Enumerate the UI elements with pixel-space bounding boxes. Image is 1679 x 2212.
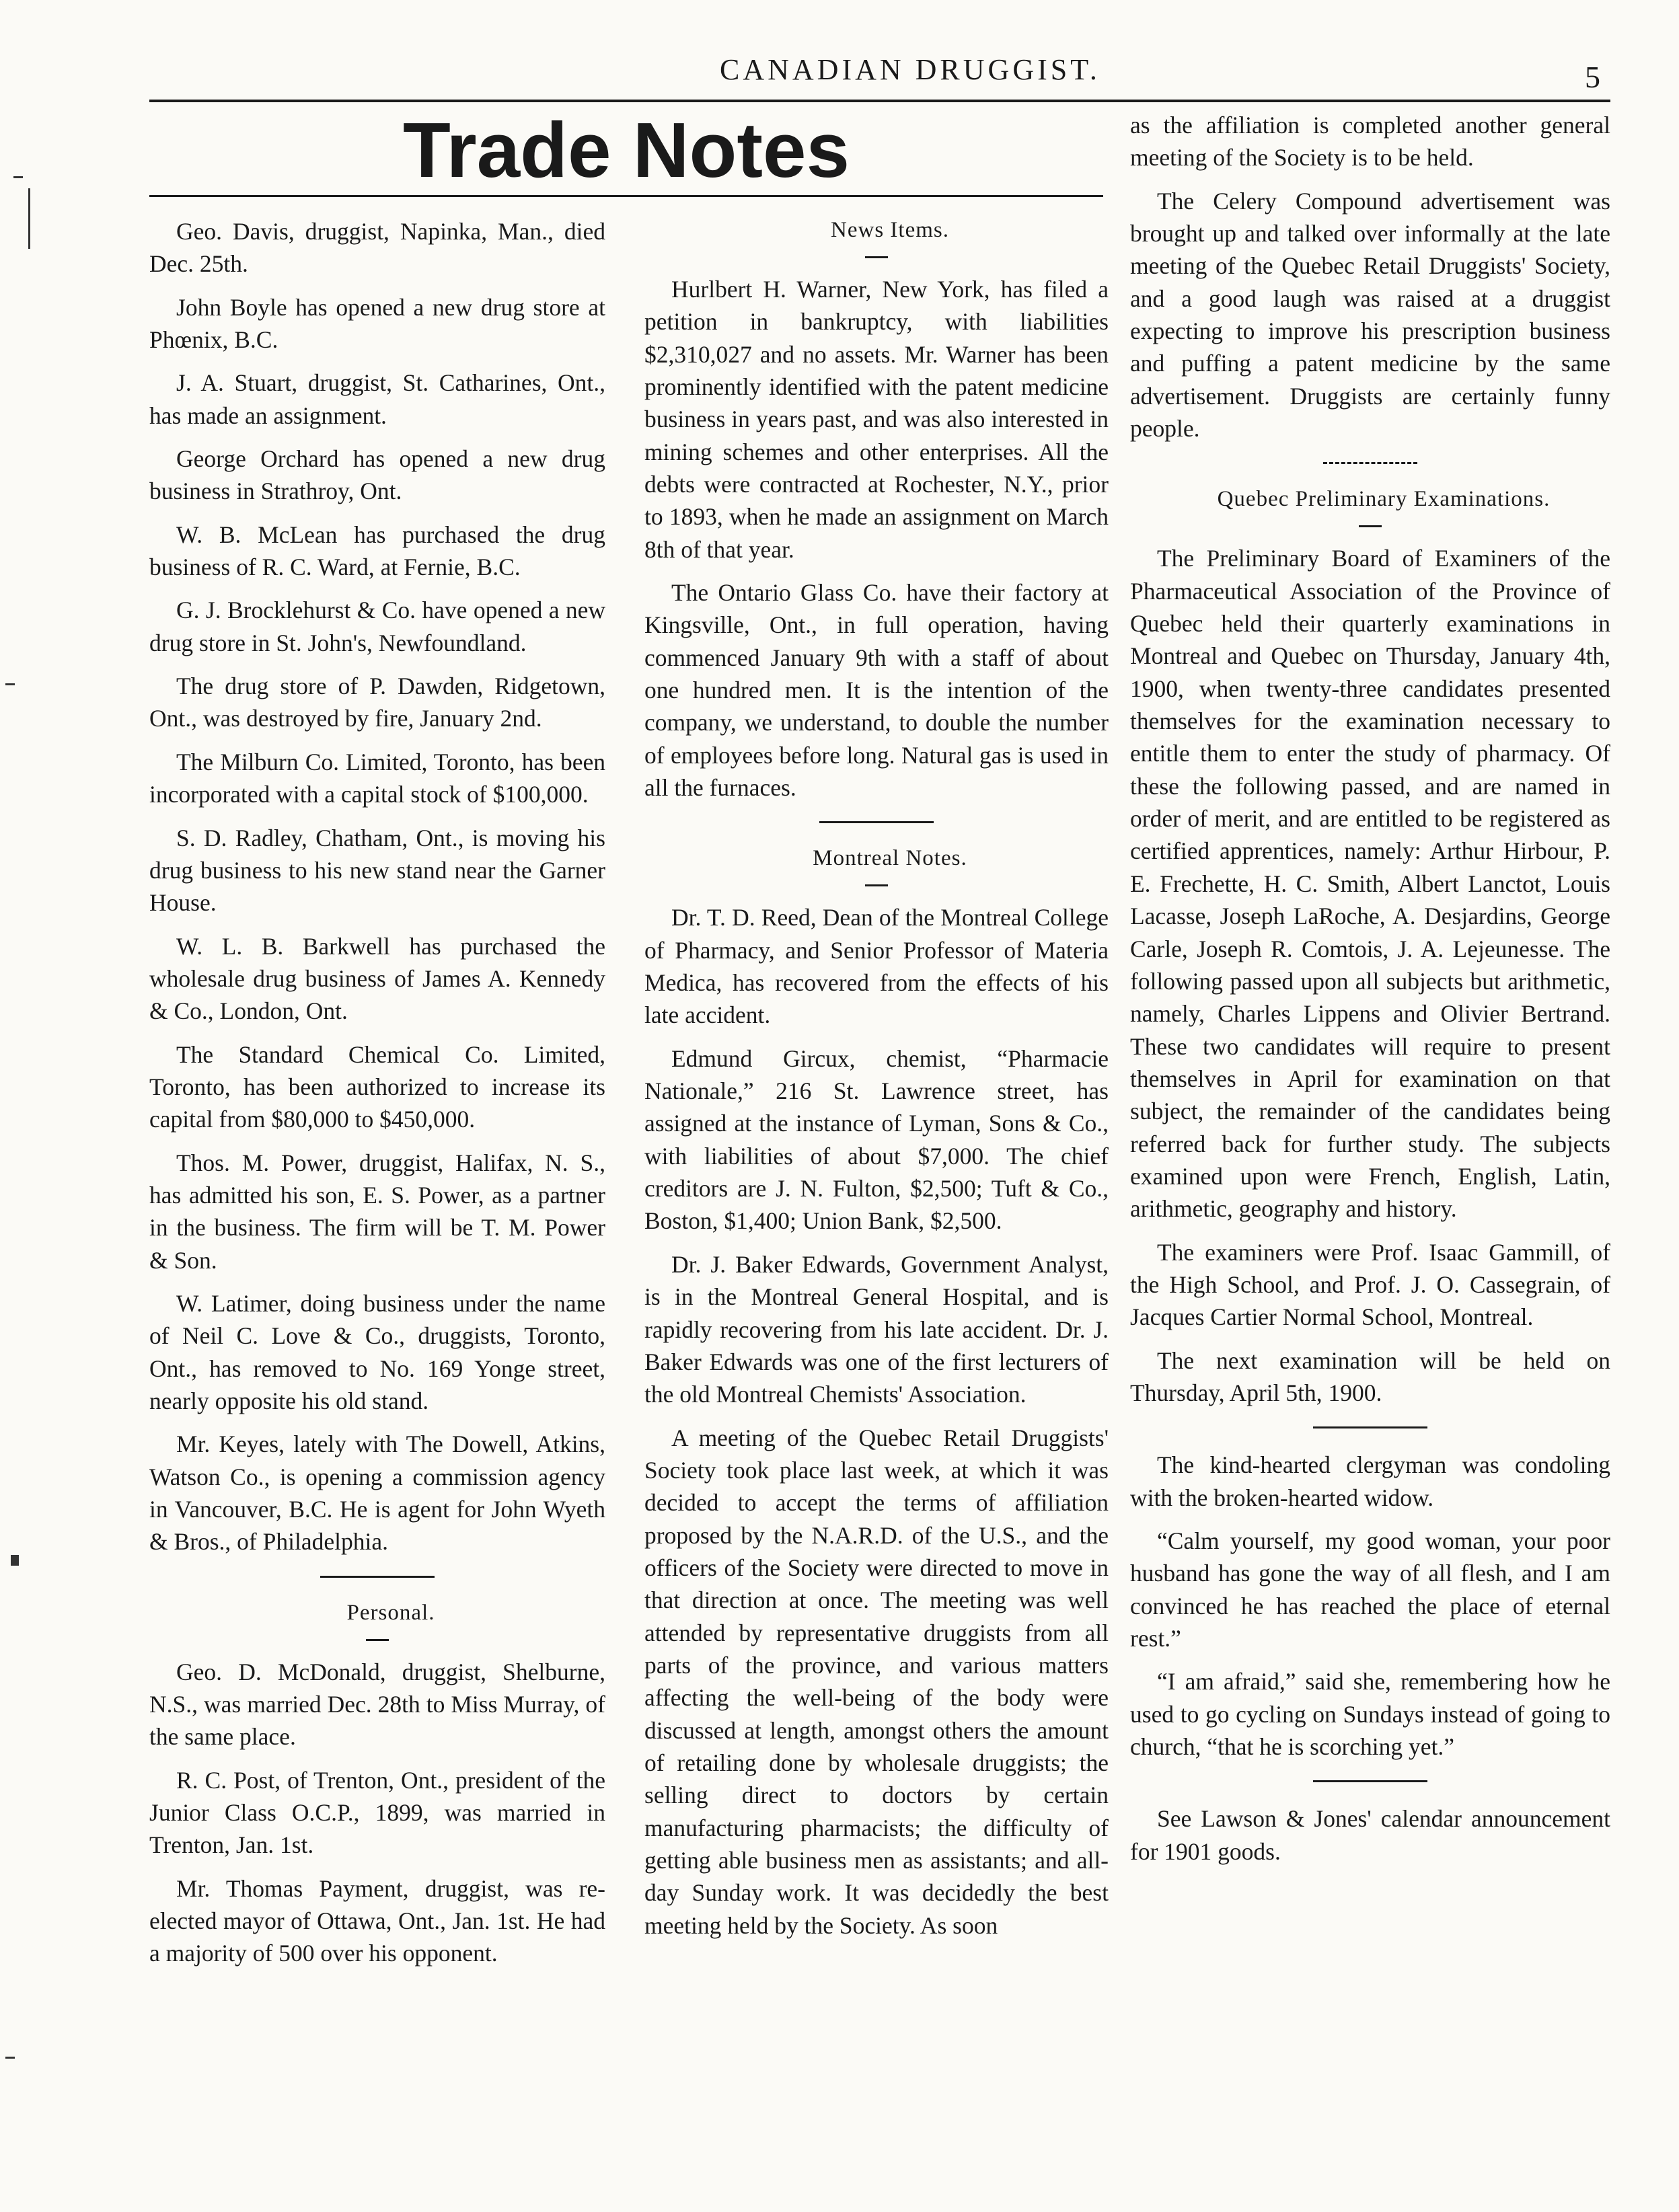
heading-rule bbox=[865, 256, 888, 258]
trade-note: Mr. Keyes, lately with The Dowell, Atkins, Watson Co., is opening a commission agency in Vancouver, B.C. He is agent for John Wyeth & Bros., of Philadelphia. bbox=[149, 1431, 605, 1556]
anecdote-paragraph: “Calm yourself, my good woman, your poor husband has gone the way of all flesh, and I am convinced he has reached the place of eternal rest.” bbox=[1130, 1527, 1610, 1652]
quebec-heading: Quebec Preliminary Examinations. bbox=[1217, 487, 1551, 512]
scan-mark bbox=[5, 2057, 15, 2059]
heading-rule bbox=[366, 1639, 389, 1641]
trade-note: S. D. Radley, Chatham, Ont., is moving his drug business to his new stand near the Garner House. bbox=[149, 824, 605, 917]
trade-note: G. J. Brocklehurst & Co. have opened a new drug store in St. John's, Newfoundland. bbox=[149, 597, 605, 656]
news-item: The Ontario Glass Co. have their factory at Kingsville, Ont., in full operation, having commenced January 9th with a staff of about one hundred men. It is the intention of the company, we understand, to double the number of employees before long. Natural gas is used in all the furnaces. bbox=[644, 579, 1109, 802]
scan-mark bbox=[13, 176, 23, 178]
montreal-note: Edmund Gircux, chemist, “Pharmacie Nationale,” 216 St. Lawrence street, has assigned at the instance of Lyman, Sons & Co., with liabilities of about $7,000. The chief creditors are J. N. Fulton, $2,500; Tuft & Co., Boston, $1,400; Union Bank, $2,500. bbox=[644, 1044, 1109, 1235]
section-divider bbox=[1323, 462, 1417, 464]
column-b bbox=[644, 215, 1109, 1952]
personal-note: Mr. Thomas Payment, druggist, was re-elected mayor of Ottawa, Ont., Jan. 1st. He had a majority of 500 over his opponent. bbox=[149, 1874, 605, 1967]
personal-heading: Personal. bbox=[346, 1600, 435, 1625]
section-divider bbox=[1313, 1426, 1427, 1428]
exam-paragraph: The Preliminary Board of Examiners of the Pharmaceutical Association of the Province of Quebec held their quarterly examinations in Montreal and Quebec on Thursday, January 4th, 1900, when twenty-three candidates presented themselves for the examination necessary to entitle them to enter the study of pharmacy. Of these the following passed, and are named in order of merit, and are entitled to be registered as certified apprentices, namely: Arthur Hirbour, P. E. Frechette, H. C. Smith, Albert Lanctot, Louis Lacasse, Joseph LaRoche, A. Desjardins, George Carle, Joseph R. Comtois, J. A. Lejeunesse. The following passed upon all subjects but arithmetic, namely, Charles Lippens and Olivier Bertrand. These two candidates will require to present themselves in April for examination on that subject, the remainder of the candidates being referred back for further study. The subjects examined upon were French, English, Latin, arithmetic, geography and history. bbox=[1130, 545, 1610, 1223]
section-divider bbox=[819, 821, 934, 823]
top-rule bbox=[149, 100, 1610, 102]
trade-note: W. B. McLean has purchased the drug business of R. C. Ward, at Fernie, B.C. bbox=[149, 521, 605, 581]
trade-note: The drug store of P. Dawden, Ridgetown, Ont., was destroyed by fire, January 2nd. bbox=[149, 673, 605, 732]
heading-rule bbox=[1359, 525, 1382, 527]
column-a bbox=[149, 215, 605, 1981]
montreal-heading: Montreal Notes. bbox=[813, 846, 967, 871]
page-number: 5 bbox=[1585, 60, 1600, 94]
scan-mark bbox=[28, 188, 30, 249]
scan-mark bbox=[5, 683, 15, 685]
montreal-note: A meeting of the Quebec Retail Druggists' Society took place last week, at which it was decided to accept the terms of affiliation proposed by the N.A.R.D. of the U.S., and the officers of the Society were directed to move in that direction at once. The meeting was well attended by representative druggists from all parts of the province, and various matters affecting the well-being of the body were discussed at length, amongst others the amount of retailing done by wholesale druggists; the selling direct to doctors by certain manufacturing pharmacists; the difficulty of getting able business men as assistants; and all-day Sunday work. It was decidedly the best meeting held by the Society. As soon bbox=[644, 1424, 1109, 1939]
trade-note: George Orchard has opened a new drug business in Strathroy, Ont. bbox=[149, 445, 605, 505]
exam-paragraph: The next examination will be held on Thursday, April 5th, 1900. bbox=[1130, 1346, 1610, 1406]
trade-note: W. L. B. Barkwell has purchased the wholesale drug business of James A. Kennedy & Co., London, Ont. bbox=[149, 932, 605, 1025]
heading-rule bbox=[865, 884, 888, 886]
news-heading: News Items. bbox=[831, 218, 949, 242]
section-divider bbox=[1313, 1780, 1427, 1782]
column-c bbox=[1130, 109, 1610, 1878]
anecdote-paragraph: The kind-hearted clergyman was condoling with the broken-hearted widow. bbox=[1130, 1451, 1610, 1511]
news-item: Hurlbert H. Warner, New York, has filed a petition in bankruptcy, with liabilities $2,310,027 and no assets. Mr. Warner has been prominently identified with the patent medicine business in years past, and was also interested in mining schemes and other enterprises. All the debts were contracted at Rochester, N.Y., prior to 1893, when he made an assignment on March 8th of that year. bbox=[644, 275, 1109, 563]
anecdote-paragraph: “I am afraid,” said she, remembering how he used to go cycling on Sundays instead of going to church, “that he is scorching yet.” bbox=[1130, 1668, 1610, 1761]
trade-note: J. A. Stuart, druggist, St. Catharines, Ont., has made an assignment. bbox=[149, 369, 605, 429]
personal-note: R. C. Post, of Trenton, Ont., president of the Junior Class O.C.P., 1899, was married in Trenton, Jan. 1st. bbox=[149, 1766, 605, 1859]
trade-note: W. Latimer, doing business under the name of Neil C. Love & Co., druggists, Toronto, Ont., has removed to No. 169 Yonge street, nearly opposite his old stand. bbox=[149, 1289, 605, 1414]
running-head: CANADIAN DRUGGIST. bbox=[720, 53, 1100, 86]
trade-note: The Standard Chemical Co. Limited, Toronto, has been authorized to increase its capital from $80,000 to $450,000. bbox=[149, 1040, 605, 1133]
personal-note: Geo. D. McDonald, druggist, Shelburne, N.S., was married Dec. 28th to Miss Murray, of the same place. bbox=[149, 1658, 605, 1751]
trade-note: John Boyle has opened a new drug store at Phœnix, B.C. bbox=[149, 293, 605, 354]
trade-note: Thos. M. Power, druggist, Halifax, N. S., has admitted his son, E. S. Power, as a partner in the business. The firm will be T. M. Power & Son. bbox=[149, 1149, 605, 1274]
trade-note: Geo. Davis, druggist, Napinka, Man., died Dec. 25th. bbox=[149, 218, 605, 278]
scan-mark bbox=[11, 1555, 19, 1566]
exam-paragraph: The examiners were Prof. Isaac Gammill, of the High School, and Prof. J. O. Cassegrain, of Jacques Cartier Normal School, Montreal. bbox=[1130, 1238, 1610, 1331]
trade-note: The Milburn Co. Limited, Toronto, has been incorporated with a capital stock of $100,000. bbox=[149, 748, 605, 808]
montreal-note: Dr. J. Baker Edwards, Government Analyst, is in the Montreal General Hospital, and is rapidly recovering from his late accident. Dr. J. Baker Edwards was one of the first lecturers of the old Montreal Chemists' Association. bbox=[644, 1250, 1109, 1408]
calendar-note: See Lawson & Jones' calendar announcement for 1901 goods. bbox=[1130, 1805, 1610, 1865]
section-divider bbox=[320, 1576, 435, 1578]
masthead-title: Trade Notes bbox=[403, 106, 850, 194]
celery-note: The Celery Compound advertisement was brought up and talked over informally at the late meeting of the Quebec Retail Druggists' Society, and a good laugh was raised at a druggist expecting to improve his prescription business and puffing a patent medicine by the same advertisement. Druggists are certainly funny people. bbox=[1130, 187, 1610, 443]
continued-paragraph: as the affiliation is completed another general meeting of the Society is to be held. bbox=[1130, 112, 1610, 171]
montreal-note: Dr. T. D. Reed, Dean of the Montreal College of Pharmacy, and Senior Professor of Materia Medica, has recovered from the effects of his late accident. bbox=[644, 904, 1109, 1029]
masthead-rule bbox=[149, 195, 1103, 197]
